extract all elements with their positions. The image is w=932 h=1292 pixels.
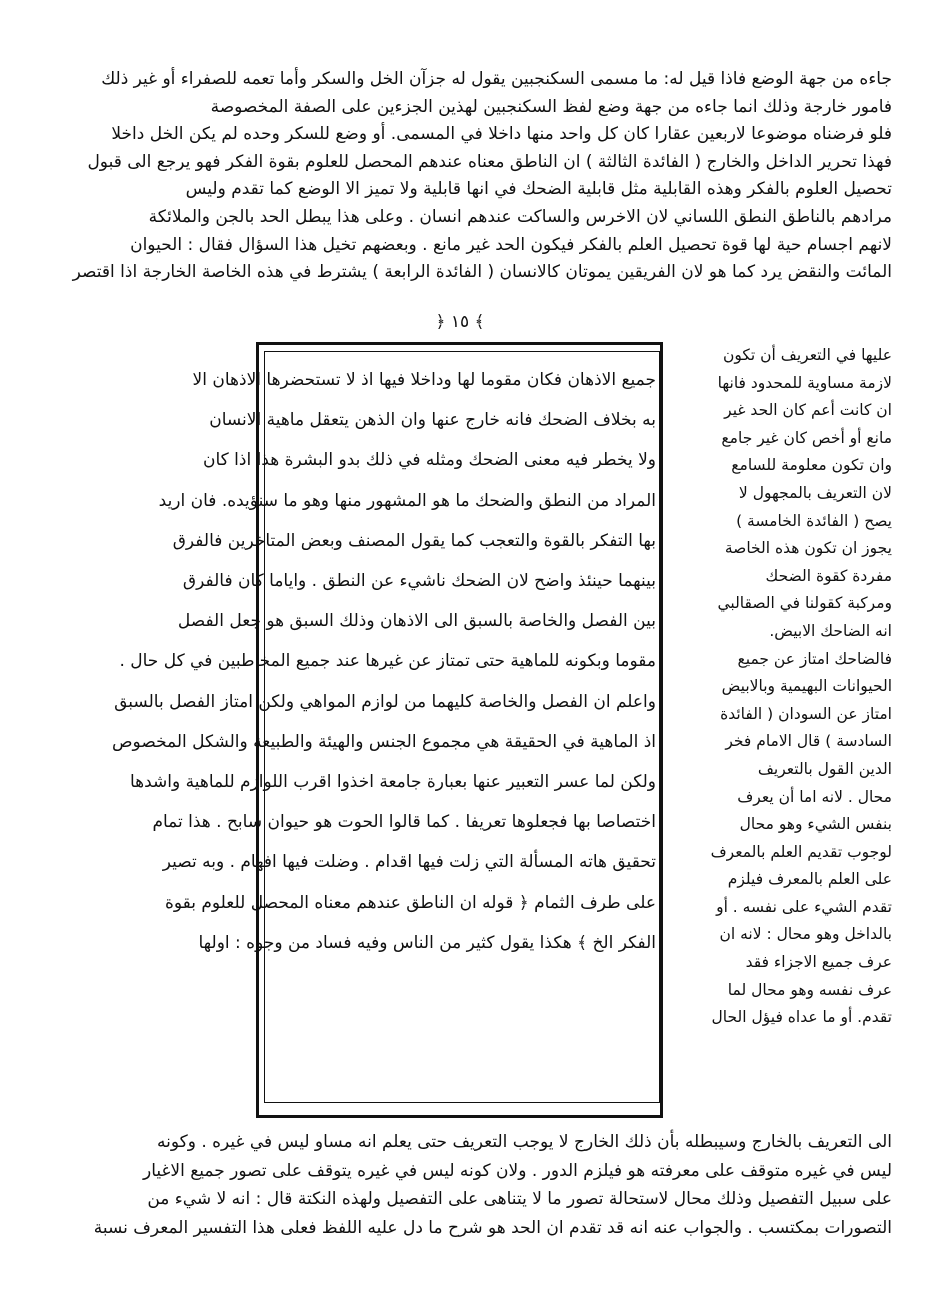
side-line: عليها في التعريف أن تكون <box>722 346 892 364</box>
text-line: التصورات بمكتسب . والجواب عنه انه قد تقدم ان الحد هو شرح ما دل عليه اللفظ فعلى هذا التفسير المعرف نسبة <box>93 1217 892 1238</box>
side-column <box>670 342 892 1032</box>
box-line: على طرف الثمام ﴿ قوله ان الناطق عندهم معناه المحصل للعلوم بقوة <box>164 892 656 913</box>
box-line: بها التفكر بالقوة والتعجب كما يقول المصنف وبعض المتاخرين فالفرق <box>172 530 656 551</box>
box-line: بينهما حينئذ واضح لان الضحك ناشيء عن النطق . واياما كان فالفرق <box>182 571 656 592</box>
box-line: مقوما وبكونه للماهية حتى تمتاز عن غيرها عند جميع المخاطبين في كل حال . <box>119 651 656 672</box>
side-line: مفردة كقوة الضحك <box>765 566 892 585</box>
text-line: فامور خارجة وذلك انما جاءه من جهة وضع لفظ السكنجبين لهذين الجزءين على الصفة المخصوصة <box>210 96 892 117</box>
text-line: على سبيل التفصيل وذلك محال لاستحالة تصور ما لا يتناهى على التفصيل ولهذه النكتة قال : انه لا شيء من <box>147 1189 892 1209</box>
box-line: جميع الاذهان فكان مقوما لها وداخلا فيها اذ لا تستحضرها الاذهان الا <box>192 370 656 390</box>
side-line: وان تكون معلومة للسامع <box>731 456 892 475</box>
side-line: فالضاحك امتاز عن جميع <box>737 649 892 668</box>
page-number: ﴿ ١٥ ﴾ <box>435 312 485 332</box>
text-line: فلو فرضناه موضوعا لاربعين عقارا كان كل واحد منها داخلا في المسمى. أو وضع للسكر وحده لم يكن الخل داخلا <box>111 124 892 145</box>
side-line: تقدم الشيء على نفسه . أو <box>716 897 892 916</box>
box-line: واعلم ان الفصل والخاصة كليهما من لوازم المواهي ولكن امتاز الفصل بالسبق <box>114 691 656 712</box>
side-line: على العلم بالمعرف فيلزم <box>727 870 892 889</box>
text-line: جاءه من جهة الوضع فاذا قيل له: ما مسمى السكنجبين يقول له جزآن الخل والسكر وأما تعمه للصفراء أو غير ذلك <box>101 69 892 89</box>
side-line: لان التعريف بالمجهول لا <box>738 483 892 502</box>
side-line: ان كانت أعم كان الحد غير <box>724 401 892 420</box>
side-line: مانع أو أخص كان غير جامع <box>721 428 892 447</box>
box-line: المراد من النطق والضحك ما هو المشهور منها وهو ما سنؤيده. فان اريد <box>158 490 656 511</box>
box-line: ولا يخطر فيه معنى الضحك ومثله في ذلك بدو البشرة هذا اذا كان <box>203 450 656 471</box>
side-line: ومركبة كقولنا في الصقالبي <box>717 594 892 613</box>
box-line: تحقيق هاته المسألة التي زلت فيها اقدام . وضلت فيها افهام . وبه تصير <box>162 852 656 873</box>
bottom-paragraph <box>40 1128 892 1242</box>
text-line: المائت والنقض يرد كما هو لان الفريقين يموتان كالانسان ( الفائدة الرابعة ) يشترط في هذه الخاصة الخارجة اذا اقتصر <box>72 262 892 283</box>
side-line: عرف جميع الاجزاء فقد <box>745 953 892 972</box>
text-line: تحصيل العلوم بالفكر وهذه القابلية مثل قابلية الضحك في انها قابلية ولا تميز الا الوضع كما تقدم وليس <box>185 179 892 200</box>
side-line: يجوز ان تكون هذه الخاصة <box>724 539 892 558</box>
box-line: اذ الماهية في الحقيقة هي مجموع الجنس والهيئة والطبيعة والشكل المخصوص <box>112 731 656 752</box>
box-line: اختصاصا بها فجعلوها تعريفا . كما قالوا الحوت هو حيوان سابح . هذا تمام <box>152 812 656 833</box>
side-line: لوجوب تقديم العلم بالمعرف <box>710 842 892 861</box>
text-line: لانهم اجسام حية لها قوة تحصيل العلم بالفكر فيكون الحد غير مانع . وبعضهم تخيل هذا السؤال فقال : الحيوان <box>130 234 892 255</box>
commentary-box <box>112 360 656 963</box>
side-line: الدين القول بالتعريف <box>757 759 892 778</box>
box-line: الفكر الخ ﴾ هكذا يقول كثير من الناس وفيه فساد من وجوه : اولها <box>198 932 656 953</box>
text-line: ليس في غيره متوقف على معرفته هو فيلزم الدور . ولان كونه ليس في غيره يتوقف على تصور جميع الاغيار <box>143 1160 892 1181</box>
box-line: به بخلاف الضحك فانه خارج عنها وان الذهن يتعقل ماهية الانسان <box>209 410 656 431</box>
box-line: بين الفصل والخاصة بالسبق الى الاذهان وذلك السبق هو جعل الفصل <box>177 611 656 632</box>
text-line: فهذا تحرير الداخل والخارج ( الفائدة الثالثة ) ان الناطق معناه عندهم المحصل للعلوم بقوة الفكر فهو يرجع الى قبول <box>87 151 892 172</box>
side-line: الحيوانات البهيمية وبالابيض <box>721 677 892 696</box>
side-line: انه الضاحك الابيض. <box>769 621 892 640</box>
side-line: بنفس الشيء وهو محال <box>739 815 892 834</box>
side-line: امتاز عن السودان ( الفائدة <box>720 704 892 723</box>
text-line: الى التعريف بالخارج وسيبطله بأن ذلك الخارج لا يوجب التعريف حتى يعلم انه مساو ليس في غيره . وكونه <box>156 1132 892 1152</box>
side-line: لازمة مساوية للمحدود فانها <box>717 373 892 392</box>
side-line: محال . لانه اما أن يعرف <box>737 787 892 806</box>
top-paragraph <box>40 66 892 287</box>
side-line: بالداخل وهو محال : لانه ان <box>719 925 892 944</box>
side-line: يصح ( الفائدة الخامسة ) <box>736 511 892 530</box>
side-line: عرف نفسه وهو محال لما <box>727 980 892 999</box>
side-line: السادسة ) قال الامام فخر <box>725 732 892 751</box>
side-line: تقدم. أو ما عداه فيؤل الحال <box>711 1008 892 1027</box>
text-line: مرادهم بالناطق النطق اللساني لان الاخرس والساكت عندهم انسان . وعلى هذا يبطل الحد بالجن والملائكة <box>148 206 892 227</box>
box-line: ولكن لما عسر التعبير عنها بعبارة جامعة اخذوا اقرب اللوازم للماهية واشدها <box>129 772 656 793</box>
